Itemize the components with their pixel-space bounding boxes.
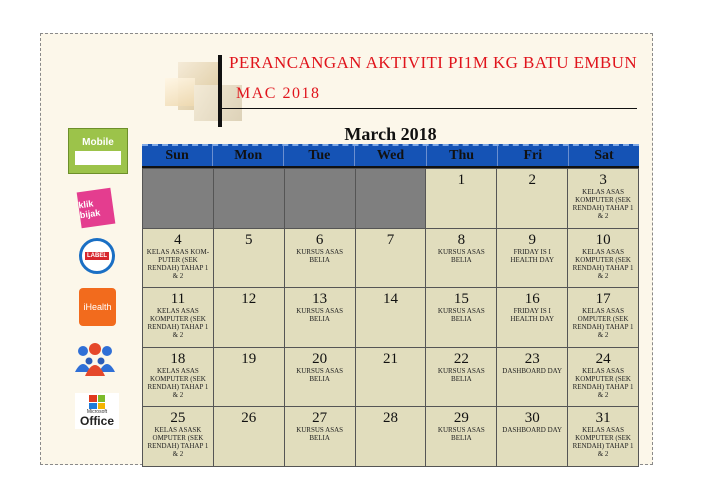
day-number: 18 [170,350,186,367]
calendar-day-cell [143,407,214,467]
day-number: 26 [241,410,257,426]
day-number: 1 [457,172,466,188]
day-number: 7 [386,231,395,248]
day-number: 31 [595,410,611,426]
day-activity-note: KELAS ASAS KOM-PUTER (SEK RENDAH) TAHAP 1 & 2 [146,247,210,280]
calendar-day-cell [143,229,214,289]
calendar-day-cell [356,288,427,348]
calendar-empty-cell [285,169,356,229]
office-logo-squares [89,395,105,409]
day-number: 9 [528,231,536,248]
calendar-day-cell [568,229,639,289]
day-activity-note: KURSUS ASAS BELIA [296,366,344,383]
day-name-sun: Sun [165,148,189,163]
day-activity-note: KELAS ASAS KOMPUTER (SEK RENDAH) TAHAP 1 & 2 [572,366,634,399]
label-logo-text: LABEL [87,253,107,259]
ihealth-logo [79,288,116,326]
day-activity-note: FRIDAY IS I HEALTH DAY [510,307,555,323]
calendar-day-cell [356,348,427,408]
day-activity-note: FRIDAY IS I HEALTH DAY [510,247,555,264]
day-number: 19 [241,350,257,367]
page-title: PERANCANGAN AKTIVITI PI1M KG BATU EMBUN [229,53,638,72]
calendar-empty-cell [143,169,214,229]
day-number: 21 [382,350,398,367]
day-number: 27 [312,410,328,426]
day-number: 22 [453,350,469,367]
calendar-day-cell [426,169,497,229]
calendar-day-cell [356,407,427,467]
calendar-day-cell [214,288,285,348]
day-number: 11 [170,291,186,307]
office-logo-text: Office [79,414,114,428]
calendar-empty-cell [356,169,427,229]
calendar-day-cell [426,407,497,467]
day-number: 29 [453,410,469,426]
office-logo-microsoft: Microsoft [86,409,108,415]
calendar-day-cell [356,229,427,289]
calendar-day-cell [426,348,497,408]
day-name-sat: Sat [568,146,639,166]
day-activity-note: KELAS ASAS KOMPUTER (SEK RENDAH) TAHAP 1 & 2 [147,366,209,399]
day-activity-note: KURSUS ASAS BELIA [296,426,344,442]
calendar-month-title: March 2018 [344,124,437,144]
calendar-day-cell [143,288,214,348]
day-name-fri: Fri [497,146,568,166]
day-number: 6 [315,231,324,248]
office-logo [75,393,119,429]
klik-bijak-logo [77,188,116,228]
day-number: 4 [174,231,182,248]
day-number: 16 [524,291,540,307]
label-logo-circle [79,238,115,274]
calendar-day-cell [497,169,568,229]
day-activity-note: KURSUS ASAS BELIA [437,426,485,442]
day-name-wed: Wed [354,146,425,166]
calendar-day-cell [426,288,497,348]
ihealth-logo-text: iHealth [83,302,112,312]
header-vertical-rule [218,55,222,127]
people-group-svg [73,342,117,378]
calendar-day-cell [143,348,214,408]
calendar-day-cell [214,407,285,467]
calendar-day-cell [568,169,639,229]
day-name-mon: Mon [212,146,283,166]
day-number: 13 [312,291,328,307]
day-activity-note: KURSUS ASAS BELIA [437,247,485,264]
calendar-day-cell [214,348,285,408]
day-number: 8 [457,231,466,248]
day-number: 14 [382,291,398,307]
day-number: 12 [241,291,257,307]
calendar-day-cell [285,229,356,289]
calendar-day-cell [426,229,497,289]
day-activity-note: KURSUS ASAS BELIA [437,307,485,323]
people-group-icon [73,342,117,378]
day-number: 2 [528,172,536,188]
calendar-day-cell [568,288,639,348]
day-activity-note: KURSUS ASAS BELIA [437,366,485,383]
mobile-logo-text: Mobile [82,137,114,148]
header-horizontal-rule [222,108,637,109]
day-activity-note: KURSUS ASAS BELIA [296,307,344,323]
day-activity-note: KELAS ASAS KOMPUTER (SEK RENDAH) TAHAP 1 & 2 [572,188,634,220]
day-activity-note: KELAS ASAS KOMPUTER (SEK RENDAH) TAHAP 1 & 2 [572,247,634,280]
day-name-tue: Tue [283,146,354,166]
day-number: 17 [595,291,611,307]
day-number: 5 [245,231,253,248]
decorative-block [165,78,195,106]
day-name-thu: Thu [426,146,497,166]
klik-bijak-logo-text: klik bijak [77,198,101,221]
calendar-day-header [142,144,639,168]
calendar-day-cell [568,348,639,408]
day-number: 28 [382,410,398,426]
day-activity-note: DASHBOARD DAY [502,366,563,375]
day-activity-note: KELAS ASAS OMPUTER (SEK RENDAH) TAHAP 1 & 2 [572,307,634,339]
mobile-logo-bar [75,151,121,165]
calendar-day-cell [568,407,639,467]
calendar-day-cell [285,407,356,467]
day-activity-note: KURSUS ASAS BELIA [296,247,344,264]
day-activity-note: KELAS ASAS KOMPUTER (SEK RENDAH) TAHAP 1 & 2 [147,307,209,339]
label-logo [77,236,117,276]
calendar-day-cell [214,229,285,289]
day-number: 10 [595,231,611,248]
calendar-grid [142,168,639,467]
day-number: 20 [312,350,328,367]
day-number: 30 [524,410,540,426]
day-number: 23 [524,350,540,367]
calendar-day-cell [497,229,568,289]
day-number: 24 [595,350,611,367]
day-number: 25 [170,410,186,426]
calendar-day-cell [285,348,356,408]
calendar-day-cell [497,348,568,408]
calendar-empty-cell [214,169,285,229]
day-activity-note: KELAS ASAS KOMPUTER (SEK RENDAH) TAHAP 1 & 2 [572,426,634,458]
calendar-day-cell [285,288,356,348]
day-activity-note: DASHBOARD DAY [502,426,563,434]
day-activity-note: KELAS ASASK OMPUTER (SEK RENDAH) TAHAP 1 & 2 [147,426,209,458]
day-number: 3 [599,172,607,188]
day-number: 15 [453,291,469,307]
page-subtitle: MAC 2018 [236,85,321,102]
calendar [142,144,639,467]
calendar-day-cell [497,288,568,348]
mobile-logo [68,128,128,174]
calendar-day-cell [497,407,568,467]
